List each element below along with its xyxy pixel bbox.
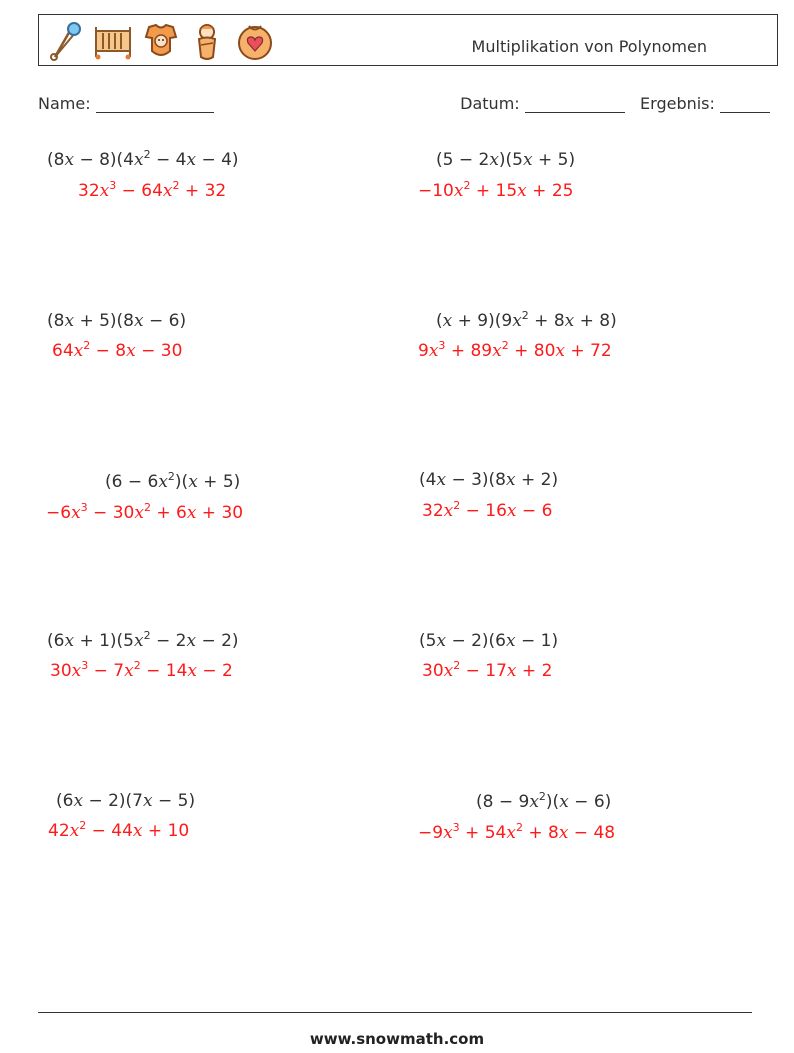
safety-pin-icon xyxy=(47,21,83,61)
problem-4: $(x + 9)(9x^2 + 8x + 8)$ xyxy=(436,309,617,331)
answer-1: $32x^3 - 64x^2 + 32$ xyxy=(78,179,227,201)
answer-5: $-6x^3 - 30x^2 + 6x + 30$ xyxy=(46,501,244,523)
answer-8: $30x^2 - 17x + 2$ xyxy=(422,659,553,681)
worksheet-title: Multiplikation von Polynomen xyxy=(471,37,707,56)
problem-6: (4x − 3)(8x + 2) xyxy=(419,470,559,490)
answer-4: $9x^3 + 89x^2 + 80x + 72$ xyxy=(418,339,612,361)
problem-5: $(6 - 6x^2)(x + 5)$ xyxy=(105,470,241,492)
problem-2: (5 − 2x)(5x + 5) xyxy=(436,150,576,170)
footer-divider xyxy=(38,1012,752,1013)
baby-onesie-icon xyxy=(143,21,179,61)
problem-9: (6x − 2)(7x − 5) xyxy=(56,791,196,811)
answer-7: $30x^3 - 7x^2 - 14x - 2$ xyxy=(50,659,233,681)
answer-10: $-9x^3 + 54x^2 + 8x - 48$ xyxy=(418,821,616,843)
name-label: Name: xyxy=(38,94,91,113)
problem-7: $(6x + 1)(5x^2 - 2x - 2)$ xyxy=(47,629,239,651)
answer-3: $64x^2 - 8x - 30$ xyxy=(52,339,183,361)
baby-bib-icon xyxy=(235,21,275,61)
result-line[interactable] xyxy=(720,96,770,113)
header-box xyxy=(38,14,778,66)
problem-3: (8x + 5)(8x − 6) xyxy=(47,311,187,331)
date-line[interactable] xyxy=(525,96,625,113)
name-field xyxy=(38,94,214,113)
problem-1: $(8x - 8)(4x^2 - 4x - 4)$ xyxy=(47,148,239,170)
date-label: Datum: xyxy=(460,94,520,113)
answer-6: $32x^2 - 16x - 6$ xyxy=(422,499,553,521)
icon-strip xyxy=(47,19,275,63)
crib-icon xyxy=(93,21,133,61)
problem-8: (5x − 2)(6x − 1) xyxy=(419,631,559,651)
answer-2: $-10x^2 + 15x + 25$ xyxy=(418,179,574,201)
footer-url: www.snowmath.com xyxy=(309,1030,485,1048)
result-label: Ergebnis: xyxy=(640,94,715,113)
swaddled-baby-icon xyxy=(189,21,225,61)
name-line[interactable] xyxy=(96,96,214,113)
date-result-fields xyxy=(460,94,770,113)
answer-9: $42x^2 - 44x + 10$ xyxy=(48,819,190,841)
problem-10: $(8 - 9x^2)(x - 6)$ xyxy=(476,790,612,812)
